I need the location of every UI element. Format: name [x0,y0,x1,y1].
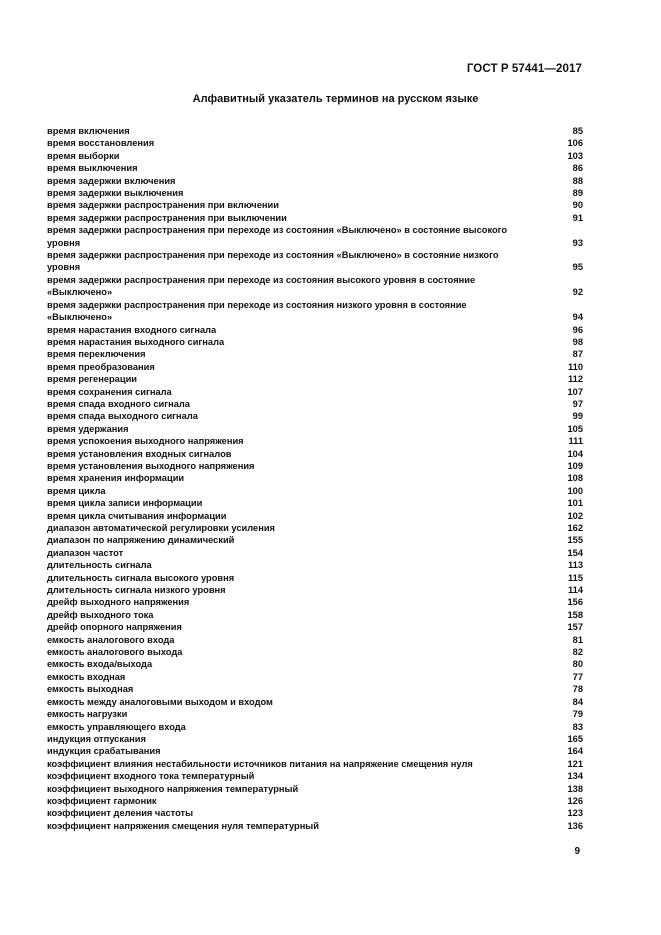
index-term: емкость аналогового выхода [47,647,183,658]
index-term: время нарастания входного сигнала [47,324,217,335]
index-page-ref: 93 [572,237,583,248]
index-term: емкость аналогового входа [47,634,175,645]
index-entry [47,460,583,472]
index-entry [47,224,583,249]
index-term-line2: «Выключено» [47,312,113,323]
index-page-ref: 154 [567,547,583,558]
term-index-list [47,125,583,832]
index-entry [47,745,583,757]
index-term: дрейф выходного напряжения [47,597,190,608]
index-page-ref: 111 [568,436,583,447]
index-term [47,274,511,299]
index-entry [47,534,583,546]
index-entry [47,199,583,211]
index-page-ref: 94 [572,312,583,323]
index-page-ref: 109 [567,460,583,471]
index-term: время успокоения выходного напряжения [47,436,244,447]
index-entry [47,584,583,596]
index-entry [47,770,583,782]
index-term: время нарастания выходного сигнала [47,336,225,347]
index-term: коэффициент входного тока температурный [47,771,255,782]
index-term: емкость нагрузки [47,709,128,720]
index-entry [47,634,583,646]
index-term: время цикла считывания информации [47,510,227,521]
index-term-line1: время задержки распространения при переходе из состояния высокого уровня в состояние [47,274,476,285]
index-page-ref: 165 [567,733,583,744]
index-term-line1: время задержки распространения при переходе из состояния «Выключено» в состояние низкого [47,250,499,261]
index-entry [47,373,583,385]
index-entry [47,249,583,274]
index-term: коэффициент выходного напряжения температурный [47,783,299,794]
index-term [47,224,543,249]
index-page-ref: 87 [572,349,583,360]
index-page-ref: 123 [567,808,583,819]
index-entry [47,646,583,658]
index-entry [47,671,583,683]
index-term: диапазон по напряжению динамический [47,535,235,546]
index-page-ref: 77 [572,671,583,682]
index-page-ref: 155 [567,535,583,546]
index-entry [47,398,583,410]
index-page-ref: 85 [572,126,583,136]
index-term: время выборки [47,150,120,161]
index-term: длительность сигнала высокого уровня [47,572,235,583]
index-term: длительность сигнала [47,560,152,571]
index-entry [47,435,583,447]
index-page-ref: 126 [567,795,583,806]
index-page-ref: 83 [572,721,583,732]
index-page-ref: 108 [567,473,583,484]
index-term-line1: время задержки распространения при переходе из состояния низкого уровня в состояние [47,299,467,310]
index-term: время задержки распространения при выключении [47,212,287,223]
index-entry [47,510,583,522]
index-term: время регенерации [47,374,138,385]
index-term: время выключения [47,163,138,174]
index-page-ref: 103 [567,150,583,161]
index-page-ref: 114 [568,585,583,596]
index-entry [47,559,583,571]
index-term: время установления выходного напряжения [47,460,255,471]
index-page-ref: 134 [567,771,583,782]
index-entry [47,410,583,422]
index-entry [47,807,583,819]
index-page-ref: 86 [572,163,583,174]
index-entry [47,150,583,162]
index-term: время цикла [47,485,106,496]
index-term: время задержки распространения при включении [47,200,279,211]
index-term: время хранения информации [47,473,185,484]
index-term [47,249,535,274]
index-term: время включения [47,126,130,136]
index-term: емкость входа/выхода [47,659,153,670]
index-entry [47,733,583,745]
index-term: диапазон автоматической регулировки усиления [47,523,275,533]
index-term: емкость входная [47,671,126,682]
index-entry [47,696,583,708]
index-page-ref: 136 [567,820,583,831]
index-term: коэффициент напряжения смещения нуля температурный [47,820,319,831]
index-term-line2: уровня [47,237,81,248]
index-term: время переключения [47,349,146,360]
index-page-ref: 82 [572,647,583,658]
index-entry [47,162,583,174]
index-page-ref: 115 [568,572,583,583]
index-entry [47,658,583,670]
index-page-ref: 110 [568,361,583,372]
index-page-ref: 92 [572,287,583,298]
index-term: время задержки выключения [47,188,184,199]
index-entry [47,125,583,137]
index-page-ref: 162 [567,523,583,533]
index-entry [47,820,583,832]
index-page-ref: 138 [567,783,583,794]
index-page-ref: 81 [572,634,583,645]
index-term: время задержки включения [47,175,176,186]
index-page-ref: 96 [572,324,583,335]
index-page-ref: 84 [572,696,583,707]
index-term-line1: время задержки распространения при переходе из состояния «Выключено» в состояние высокого [47,225,508,236]
index-page-ref: 105 [567,423,583,434]
index-term: время спада выходного сигнала [47,411,198,422]
index-entry [47,596,583,608]
index-term: коэффициент деления частоты [47,808,194,819]
index-term: время восстановления [47,138,155,149]
index-term [47,299,503,324]
index-page-ref: 121 [567,758,583,769]
index-term: время установления входных сигналов [47,448,232,459]
index-entry [47,448,583,460]
index-term: емкость между аналоговыми выходом и входом [47,696,273,707]
index-entry [47,137,583,149]
index-entry [47,783,583,795]
index-page-ref: 78 [572,684,583,695]
index-entry [47,708,583,720]
index-page-ref: 98 [572,336,583,347]
index-entry [47,423,583,435]
index-term: индукция отпускания [47,733,146,744]
index-entry [47,485,583,497]
index-page-ref: 95 [572,262,583,273]
index-term: коэффициент гармоник [47,795,157,806]
index-entry [47,187,583,199]
index-page-ref: 100 [567,485,583,496]
index-entry [47,212,583,224]
index-entry [47,299,583,324]
index-entry [47,348,583,360]
index-entry [47,472,583,484]
index-entry [47,758,583,770]
index-entry [47,336,583,348]
index-entry [47,324,583,336]
index-term: емкость управляющего входа [47,721,186,732]
index-page-ref: 79 [572,709,583,720]
index-term: дрейф выходного тока [47,609,154,620]
index-page-ref: 164 [567,746,583,757]
index-term-line2: «Выключено» [47,287,113,298]
index-term: время спада входного сигнала [47,398,190,409]
index-entry [47,795,583,807]
index-entry [47,609,583,621]
index-page-ref: 104 [567,448,583,459]
index-entry [47,175,583,187]
index-entry [47,361,583,373]
index-entry [47,547,583,559]
index-page-ref: 80 [572,659,583,670]
index-entry [47,621,583,633]
index-entry [47,572,583,584]
index-entry [47,683,583,695]
index-term: коэффициент влияния нестабильности источников питания на напряжение смещения нуля [47,758,473,769]
index-page-ref: 88 [572,175,583,186]
index-page-ref: 91 [572,212,583,223]
index-page-ref: 102 [567,510,583,521]
index-page-ref: 106 [567,138,583,149]
page-title: Алфавитный указатель терминов на русском языке [192,93,479,105]
index-page-ref: 158 [567,609,583,620]
index-term: дрейф опорного напряжения [47,622,182,633]
index-page-ref: 97 [572,398,583,409]
index-term: емкость выходная [47,684,134,695]
index-page-ref: 101 [567,498,583,509]
index-term: время преобразования [47,361,155,372]
index-page-ref: 156 [567,597,583,608]
index-term: время сохранения сигнала [47,386,172,397]
index-page-ref: 107 [567,386,583,397]
index-term: время цикла записи информации [47,498,203,509]
index-entry [47,497,583,509]
index-entry [47,522,583,534]
index-term: индукция срабатывания [47,746,161,757]
index-term: диапазон частот [47,547,124,558]
index-entry [47,386,583,398]
index-term: длительность сигнала низкого уровня [47,585,226,596]
index-entry [47,721,583,733]
index-page-ref: 113 [568,560,583,571]
page-number: 9 [574,846,580,857]
index-page-ref: 157 [567,622,583,633]
index-page-ref: 99 [572,411,583,422]
index-term-line2: уровня [47,262,81,273]
index-entry [47,274,583,299]
document-id: ГОСТ Р 57441—2017 [466,63,582,75]
index-term: время удержания [47,423,129,434]
index-page-ref: 89 [572,188,583,199]
index-page-ref: 90 [572,200,583,211]
index-page-ref: 112 [568,374,583,385]
